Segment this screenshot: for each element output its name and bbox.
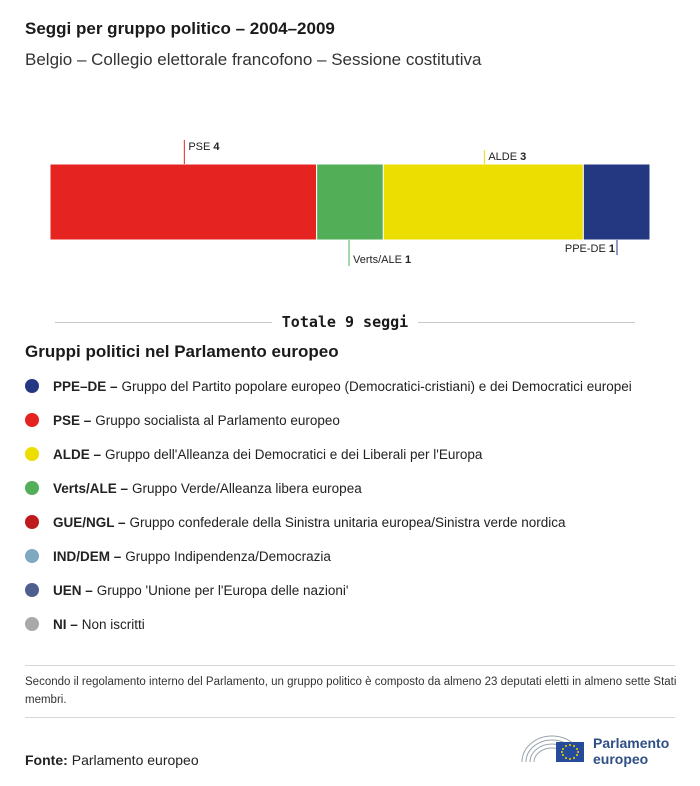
legend-item (25, 505, 685, 539)
legend-swatch (25, 379, 39, 393)
legend-name: Gruppo confederale della Sinistra unitaria europea/Sinistra verde nordica (129, 514, 566, 530)
bar-segment (50, 164, 317, 240)
bar-segment (317, 164, 384, 240)
legend-name: Gruppo Indipendenza/Democrazia (125, 548, 331, 564)
source-label: Fonte: (25, 752, 68, 768)
legend-item (25, 369, 685, 403)
legend-name: Gruppo Verde/Alleanza libera europea (132, 480, 362, 496)
logo-line1: Parlamento (593, 735, 670, 751)
bar-label: ALDE 3 (488, 151, 527, 163)
legend-item (25, 539, 685, 573)
legend-item (25, 607, 685, 641)
legend (25, 369, 685, 641)
legend-swatch (25, 617, 39, 631)
legend-abbr: UEN – (53, 582, 93, 598)
legend-name: Gruppo del Partito popolare europeo (Democratici-cristiani) e dei Democratici europei (121, 378, 632, 394)
legend-name: Gruppo socialista al Parlamento europeo (95, 412, 340, 428)
legend-name: Gruppo dell'Alleanza dei Democratici e dei Liberali per l'Europa (105, 446, 483, 462)
hemicycle-icon (520, 728, 590, 768)
total-label: Totale 9 seggi (272, 313, 418, 331)
legend-swatch (25, 447, 39, 461)
legend-abbr: PPE–DE – (53, 378, 118, 394)
parliament-logo (520, 728, 680, 768)
bar-label: Verts/ALE 1 (353, 254, 412, 266)
legend-abbr: ALDE – (53, 446, 102, 462)
footnote-divider-top (25, 665, 675, 666)
bar-label: PSE 4 (188, 141, 220, 153)
legend-item (25, 437, 685, 471)
legend-item (25, 471, 685, 505)
legend-abbr: GUE/NGL – (53, 514, 126, 530)
source (25, 752, 199, 768)
bar-segment (383, 164, 583, 240)
chart-title: Seggi per gruppo politico – 2004–2009 (25, 19, 335, 38)
legend-swatch (25, 515, 39, 529)
legend-swatch (25, 481, 39, 495)
total-seats (55, 311, 635, 335)
footnote: Secondo il regolamento interno del Parlamento, un gruppo politico è composto da almeno 23 deputati eletti in almeno sette Stati membri. (25, 676, 677, 706)
legend-item (25, 403, 685, 437)
legend-abbr: PSE – (53, 412, 92, 428)
chart-subtitle: Belgio – Collegio elettorale francofono – Sessione costitutiva (25, 50, 482, 69)
seats-bar-chart (0, 120, 700, 280)
legend-item (25, 573, 685, 607)
legend-name: Gruppo 'Unione per l'Europa delle nazioni' (96, 582, 349, 598)
logo-line2: europeo (593, 751, 649, 767)
footnote-divider-bottom (25, 717, 675, 718)
bar-segment (583, 164, 650, 240)
legend-name: Non iscritti (81, 616, 145, 632)
source-value: Parlamento europeo (71, 752, 199, 768)
legend-swatch (25, 583, 39, 597)
legend-swatch (25, 413, 39, 427)
bar-label: PPE-DE 1 (564, 243, 615, 255)
legend-swatch (25, 549, 39, 563)
legend-abbr: Verts/ALE – (53, 480, 129, 496)
legend-abbr: NI – (53, 616, 78, 632)
legend-abbr: IND/DEM – (53, 548, 122, 564)
legend-title: Gruppi politici nel Parlamento europeo (25, 342, 339, 361)
